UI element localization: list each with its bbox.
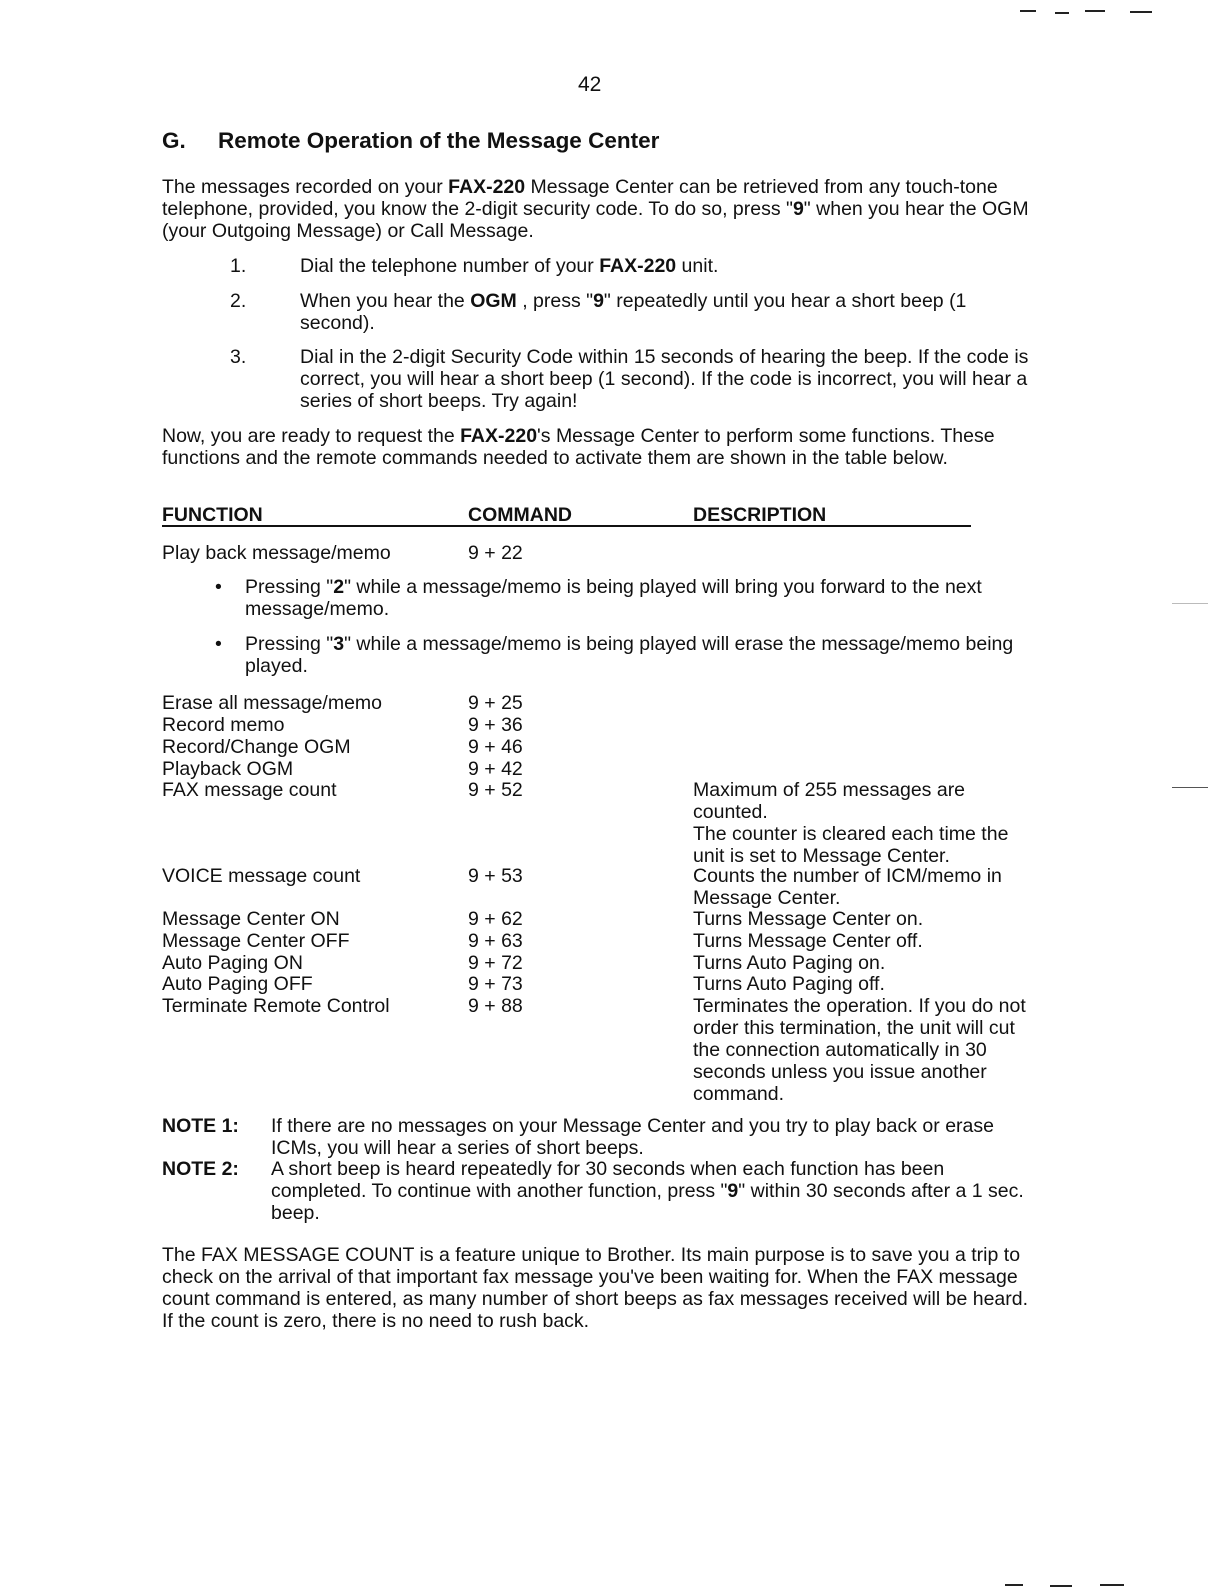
ready-paragraph: Now, you are ready to request the FAX-220's Message Center to perform some functions. These functions and the remote commands needed to activate them are shown in the table below. [162,425,995,469]
scan-mark [1005,1584,1023,1586]
function-cell: Playback OGM [162,758,294,780]
table-row [162,952,1042,974]
section-title: Remote Operation of the Message Center [218,128,660,153]
intro-paragraph: The messages recorded on your FAX-220 Message Center can be retrieved from any touch-tone telephone, provided, you know the 2-digit security code. To do so, press "9" when you hear the OGM (your Outgoing Message) or Call Message. [162,176,1029,242]
scan-mark [1100,1584,1124,1586]
command-cell: 9 + 42 [468,758,523,780]
function-cell: Record/Change OGM [162,736,351,758]
note-text: If there are no messages on your Message Center and you try to play back or erase ICMs, you will hear a series of short beeps. [271,1115,994,1159]
function-cell: Auto Paging ON [162,952,303,974]
table-row [162,973,1042,995]
function-cell: FAX message count [162,779,337,801]
section-letter: G. [162,128,186,153]
scan-mark [1085,10,1105,12]
closing-paragraph: The FAX MESSAGE COUNT is a feature unique to Brother. Its main purpose is to save you a trip to check on the arrival of that important fax message you've been waiting for. When the FAX message count command is entered, as many number of short beeps as fax messages received will be heard. If the count is zero, there is no need to rush back. [162,1244,1029,1332]
header-function: FUNCTION [162,505,468,527]
step-number: 2. [230,290,247,312]
command-cell: 9 + 63 [468,930,523,952]
table-row [162,995,1042,1105]
description-cell: Counts the number of ICM/memo in Message Center. [693,865,1002,909]
table-row [162,736,1042,758]
description-cell: Turns Auto Paging off. [693,973,885,995]
note-text: A short beep is heard repeatedly for 30 seconds when each function has been completed. To continue with another function, press "9" within 30 seconds after a 1 sec. beep. [271,1158,1024,1224]
description-cell: Maximum of 255 messages are counted. The counter is cleared each time the unit is set to Message Center. [693,779,1009,867]
step-text: When you hear the OGM , press "9" repeatedly until you hear a short beep (1 second). [300,290,967,334]
scan-mark [1055,12,1069,14]
table-row [162,758,1042,780]
function-cell: Terminate Remote Control [162,995,390,1017]
bullet-icon: • [215,576,222,598]
command-cell: 9 + 73 [468,973,523,995]
table-row [162,542,1042,564]
command-cell: 9 + 25 [468,692,523,714]
header-description: DESCRIPTION [693,505,971,527]
description-cell: Turns Auto Paging on. [693,952,886,974]
table-row [162,692,1042,714]
step-text: Dial the telephone number of your FAX-220 unit. [300,255,719,277]
table-row [162,908,1042,930]
scan-mark [1130,11,1152,13]
scan-mark [1172,603,1208,604]
header-command: COMMAND [468,505,693,527]
table-row [162,714,1042,736]
bullet-text: Pressing "2" while a message/memo is being played will bring you forward to the next message/memo. [245,576,982,620]
scan-mark [1050,1585,1072,1587]
page-number: 42 [578,73,602,96]
bullet-icon: • [215,633,222,655]
bullet-text: Pressing "3" while a message/memo is being played will erase the message/memo being played. [245,633,1014,677]
function-cell: Play back message/memo [162,542,391,564]
table-row [162,865,1042,909]
function-cell: Message Center ON [162,908,340,930]
description-cell: Turns Message Center off. [693,930,923,952]
description-cell: Turns Message Center on. [693,908,924,930]
step-number: 1. [230,255,247,277]
step-number: 3. [230,346,247,368]
command-cell: 9 + 72 [468,952,523,974]
function-cell: Record memo [162,714,285,736]
command-cell: 9 + 46 [468,736,523,758]
command-cell: 9 + 22 [468,542,523,564]
description-cell: Terminates the operation. If you do not order this termination, the unit will cut the connection automatically in 30 seconds unless you issue another command. [693,995,1026,1105]
scan-mark [1020,10,1036,12]
command-cell: 9 + 88 [468,995,523,1017]
command-cell: 9 + 52 [468,779,523,801]
note-label: NOTE 2: [162,1158,239,1180]
section-heading [162,130,659,152]
table-row [162,930,1042,952]
function-cell: VOICE message count [162,865,361,887]
function-cell: Message Center OFF [162,930,350,952]
command-cell: 9 + 36 [468,714,523,736]
function-cell: Auto Paging OFF [162,973,313,995]
command-cell: 9 + 53 [468,865,523,887]
note-label: NOTE 1: [162,1115,239,1137]
function-cell: Erase all message/memo [162,692,383,714]
scan-mark [1172,787,1208,788]
command-cell: 9 + 62 [468,908,523,930]
step-text: Dial in the 2-digit Security Code within 15 seconds of hearing the beep. If the code is correct, you will hear a short beep (1 second). If the code is incorrect, you will hear a series of short beeps. Try again! [300,346,1029,412]
table-row [162,779,1042,867]
